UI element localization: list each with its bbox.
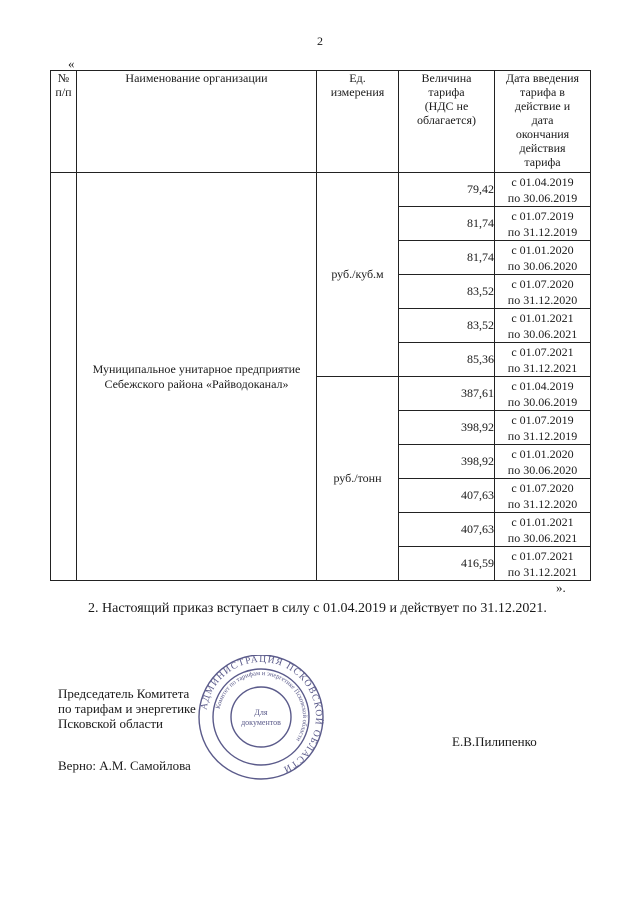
tariff-value: 85,36 bbox=[399, 343, 495, 377]
stamp-outer-text: АДМИНИСТРАЦИЯ ПСКОВСКОЙ ОБЛАСТИ bbox=[199, 655, 324, 775]
stamp-inner-text: Комитет по тарифам и энергетике Псковской области bbox=[214, 669, 309, 743]
signature-title: Председатель Комитета по тарифам и энергетике Псковской области bbox=[58, 686, 196, 731]
tariff-period: с 01.07.2021 по 31.12.2021 bbox=[495, 343, 591, 377]
tariff-value: 387,61 bbox=[399, 377, 495, 411]
tariff-period: с 01.07.2020 по 31.12.2020 bbox=[495, 275, 591, 309]
close-quote: ». bbox=[556, 580, 566, 595]
table-row bbox=[51, 173, 591, 207]
clause-text: 2. Настоящий приказ вступает в силу с 01.04.2019 и действует по 31.12.2021. bbox=[88, 601, 547, 616]
open-quote: « bbox=[68, 56, 75, 71]
header-tariff-value: Величина тарифа (НДС не облагается) bbox=[399, 71, 495, 173]
stamp-inner-ring bbox=[213, 669, 309, 765]
official-stamp-icon bbox=[196, 655, 326, 780]
tariff-value: 79,42 bbox=[399, 173, 495, 207]
header-number: № п/п bbox=[51, 71, 77, 173]
stamp-center-line-1: Для bbox=[254, 708, 268, 717]
tariff-value: 83,52 bbox=[399, 309, 495, 343]
tariff-period: с 01.07.2020 по 31.12.2020 bbox=[495, 479, 591, 513]
tariff-period: с 01.01.2020 по 30.06.2020 bbox=[495, 241, 591, 275]
row-number-cell bbox=[51, 173, 77, 581]
header-organization: Наименование организации bbox=[77, 71, 317, 173]
tariff-value: 407,63 bbox=[399, 479, 495, 513]
tariff-period: с 01.01.2021 по 30.06.2021 bbox=[495, 513, 591, 547]
unit-ton: руб./тонн bbox=[317, 377, 399, 581]
tariff-period: с 01.07.2019 по 31.12.2019 bbox=[495, 207, 591, 241]
signer-name: Е.В.Пилипенко bbox=[452, 734, 537, 749]
verified-by: Верно: А.М. Самойлова bbox=[58, 758, 191, 773]
page-number: 2 bbox=[317, 34, 323, 48]
table-header-row bbox=[51, 71, 591, 173]
tariff-period: с 01.07.2021 по 31.12.2021 bbox=[495, 547, 591, 581]
stamp-center-ring bbox=[231, 687, 291, 747]
tariff-value: 81,74 bbox=[399, 207, 495, 241]
tariff-period: с 01.01.2020 по 30.06.2020 bbox=[495, 445, 591, 479]
tariff-value: 407,63 bbox=[399, 513, 495, 547]
tariff-value: 81,74 bbox=[399, 241, 495, 275]
tariff-value: 398,92 bbox=[399, 411, 495, 445]
tariff-value: 398,92 bbox=[399, 445, 495, 479]
stamp-center-line-2: документов bbox=[241, 718, 281, 727]
header-dates: Дата введения тарифа в действие и дата окончания действия тарифа bbox=[495, 71, 591, 173]
organization-name: Муниципальное унитарное предприятие Себежского района «Райводоканал» bbox=[77, 173, 317, 581]
tariff-period: с 01.04.2019 по 30.06.2019 bbox=[495, 173, 591, 207]
unit-cubic-meter: руб./куб.м bbox=[317, 173, 399, 377]
tariff-period: с 01.01.2021 по 30.06.2021 bbox=[495, 309, 591, 343]
tariff-value: 416,59 bbox=[399, 547, 495, 581]
tariff-value: 83,52 bbox=[399, 275, 495, 309]
tariff-table bbox=[50, 70, 591, 581]
tariff-period: с 01.04.2019 по 30.06.2019 bbox=[495, 377, 591, 411]
header-unit: Ед. измерения bbox=[317, 71, 399, 173]
tariff-period: с 01.07.2019 по 31.12.2019 bbox=[495, 411, 591, 445]
